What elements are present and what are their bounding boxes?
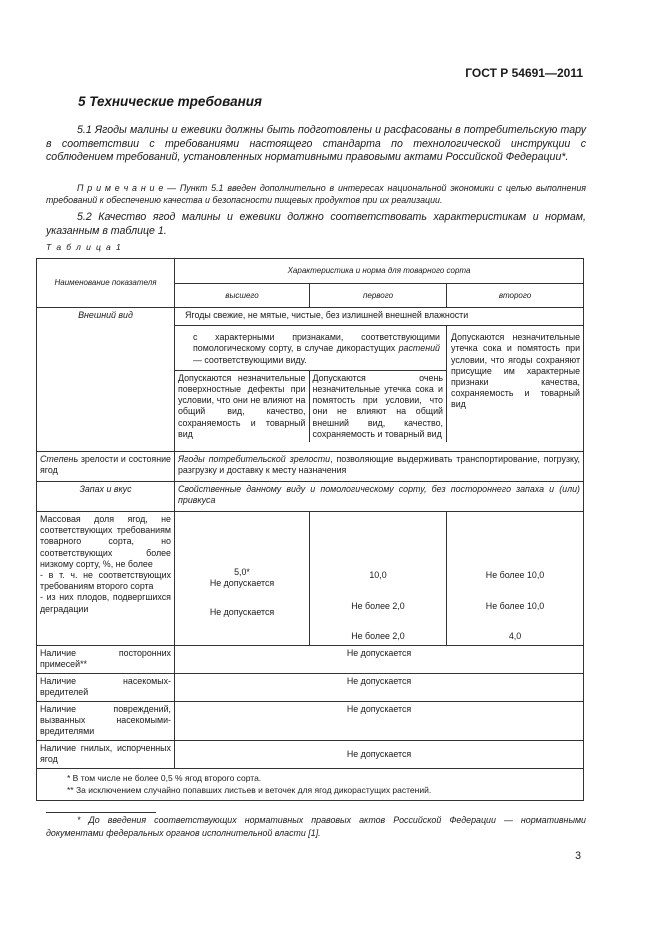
indicator-damage: Наличие повреждений, вызванных насекомыми-вредителями [37,702,175,741]
ripeness-name-italic: Степень [40,454,79,464]
header-indicator: Наименование показателя [37,259,175,308]
mass-highest-sub2: Не допускается [209,607,275,618]
requirements-table [36,258,584,801]
table-footnote-2: ** За исключением случайно попавших листьев и веточек для ягод дикорастущих растений. [67,784,432,795]
appearance-highest: Допускаются незначительные поверхностные дефекты при условии, что они не влияют на общий вид, качество, сохраняемость и товарный вид [178,372,306,439]
mass-name-sub2: - из них плодов, подвергшихся деградации [40,592,171,614]
appearance-top-tail: — соответствующими виду. [193,354,307,365]
page-number: 3 [575,850,581,862]
indicator-appearance: Внешний вид [37,308,175,452]
appearance-top-italic: растений [398,343,440,354]
appearance-second: Допускаются незначительные утечка сока и помятость при условии, что ягоды сохраняют присущие им характерные признаки качества, сохраняемость и товарный вид [446,326,583,442]
page-footnote: * До введения соответствующих нормативных правовых актов Российской Федерации — нормативными документами федеральных органов исполнительной власти [1]. [46,815,586,838]
indicator-rotten: Наличие гнилых, испорченных ягод [37,740,175,768]
indicator-ripeness [37,452,175,482]
indicator-pests: Наличие насекомых-вредителей [37,674,175,702]
note-paragraph: П р и м е ч а н и е — Пункт 5.1 введен дополнительно в интересах национальной экономики с целью выполнения требований к обеспечению качества и безопасности пищевых продуктов при их реализации. [46,183,586,205]
appearance-top-text: с характерными признаками, соответствующими помологическому сорту, в случае дикорастущих [193,332,440,354]
header-group: Характеристика и норма для товарного сорта [175,259,584,284]
mass-first [310,512,447,646]
mass-highest [175,512,310,646]
indicator-smell: Запах и вкус [37,482,175,512]
section-title: 5 Технические требования [78,94,262,109]
document-code: ГОСТ Р 54691—2011 [465,66,583,80]
header-highest: высшего [175,284,310,308]
header-first: первого [310,284,447,308]
footnote-rule [46,812,156,813]
mass-name-sub1: - в т. ч. не соответствующих требованиям второго сорта [40,570,171,592]
mass-name-main: Массовая доля ягод, не соответствующих требованиям товарного сорта, но соответствующих более низкому сорту, %, не более [40,514,171,569]
appearance-top-merged [175,326,446,370]
table-footnote-1: * В том числе не более 0,5 % ягод второго сорта. [67,772,262,783]
mass-second [447,512,584,646]
mass-second-sub2: 4,0 [508,631,522,642]
rotten-value: Не допускается [175,740,584,768]
ripeness-value-tail: , позволяющие выдерживать транспортирование, погрузку, разгрузку и доставку к месту назначения [178,454,581,476]
indicator-mass [37,512,175,646]
paragraph-5-2: 5.2 Качество ягод малины и ежевики должно соответствовать характеристикам и нормам, указанным в таблице 1. [46,211,586,237]
ripeness-value-italic: Ягоды потребительской зрелости [178,454,331,464]
appearance-first: Допускаются очень незначительные утечка сока и помятость при условии, что они не влияют на общий внешний вид, качество, сохраняемость и товарный вид [309,371,447,442]
header-second: второго [447,284,584,308]
appearance-common: Ягоды свежие, не мятые, чистые, без излишней внешней влажности [185,310,469,320]
damage-value: Не допускается [175,702,584,741]
mass-highest-main: 5,0* [234,567,250,577]
mass-first-main: 10,0 [369,570,387,580]
mass-second-main: Не более 10,0 [485,570,545,580]
mass-first-sub2: Не более 2,0 [351,631,405,642]
ripeness-value [175,452,584,482]
appearance-values [175,308,584,452]
table-footnotes [37,768,584,800]
mass-first-sub1: Не более 2,0 [351,601,405,612]
foreign-value: Не допускается [175,646,584,674]
mass-second-sub1: Не более 10,0 [485,601,545,612]
paragraph-5-1: 5.1 Ягоды малины и ежевики должны быть подготовлены и расфасованы в потребительскую тару в соответствии с требованиями настоящего стандарта по технологической инструкции с соблюдением требований, установленных нормативными правовыми актами Российской Федерации*. [46,124,586,164]
table-label: Т а б л и ц а 1 [46,242,123,252]
indicator-foreign: Наличие посторонних примесей** [37,646,175,674]
mass-highest-sub1: Не допускается [209,578,275,589]
smell-value: Свойственные данному виду и помологическому сорту, без постороннего запаха и (или) привкуса [175,482,584,512]
ripeness-name-tail: зрелости и состояние ягод [40,454,171,476]
pests-value: Не допускается [175,674,584,702]
